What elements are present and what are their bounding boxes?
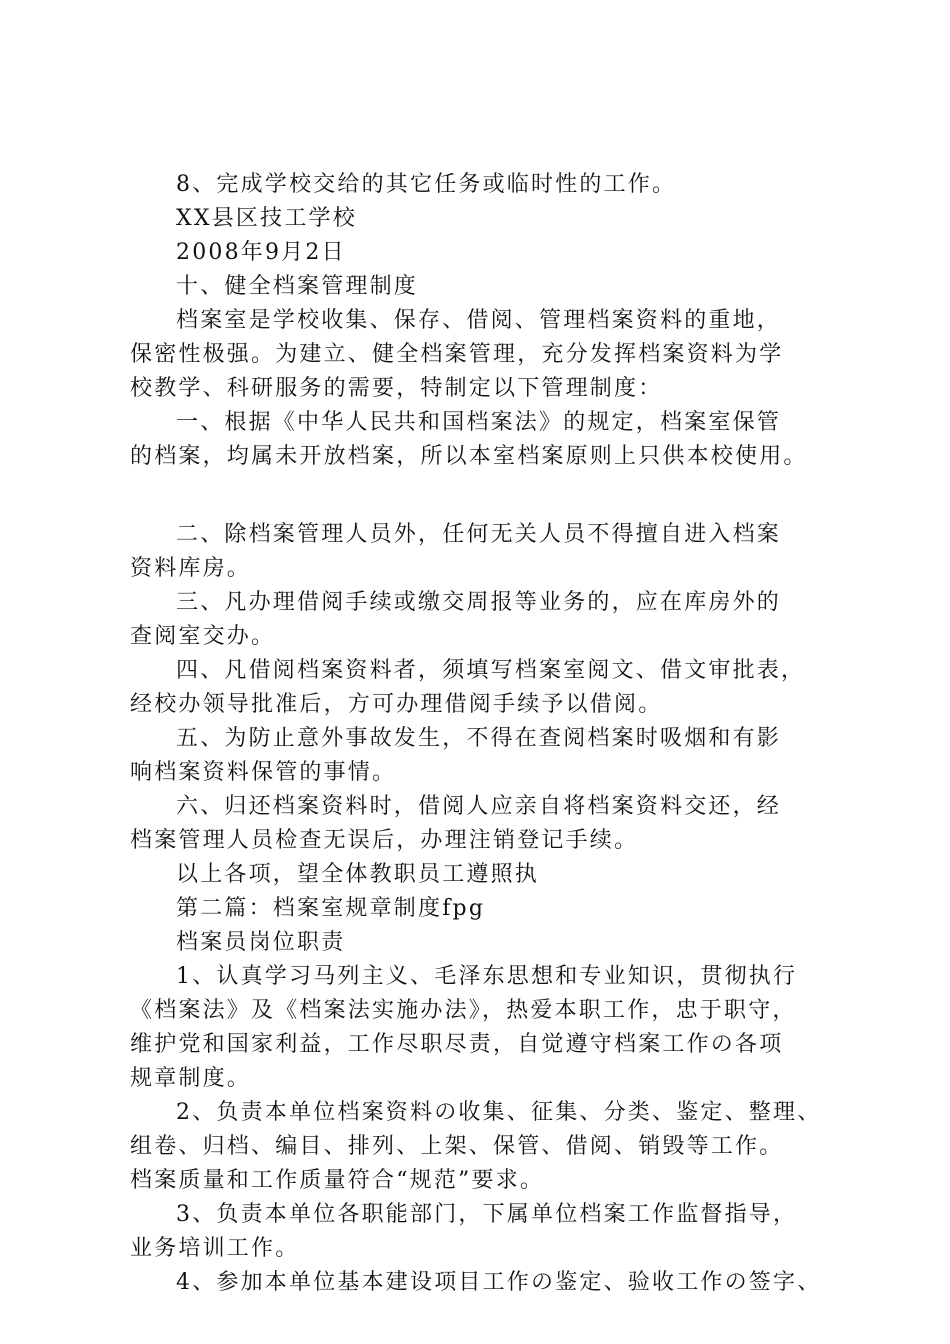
text-line: 业务培训工作。 xyxy=(130,1236,300,1261)
text-line: 校教学、科研服务的需要，特制定以下管理制度： xyxy=(130,376,663,401)
text-line: 《档案法》及《档案法实施办法》，热爱本职工作，忠于职守， xyxy=(130,998,797,1023)
text-line: 二、除档案管理人员外，任何无关人员不得擅自进入档案 xyxy=(176,522,782,547)
document-body xyxy=(130,168,850,1300)
text-line: 2008年9月2日 xyxy=(176,240,346,265)
text-line: 响档案资料保管的事情。 xyxy=(130,760,397,785)
text-line: 六、归还档案资料时，借阅人应亲自将档案资料交还，经 xyxy=(176,794,782,819)
text-line: 2、负责本单位档案资料の收集、征集、分类、鉴定、整理、 xyxy=(176,1100,822,1125)
text-line: 档案室是学校收集、保存、借阅、管理档案资料的重地， xyxy=(176,308,782,333)
text-line: 的档案，均属未开放档案，所以本室档案原则上只供本校使用。 xyxy=(130,444,808,469)
text-line: 1、认真学习马列主义、毛泽东思想和专业知识，贯彻执行 xyxy=(176,964,798,989)
text-line: 五、为防止意外事故发生，不得在查阅档案时吸烟和有影 xyxy=(176,726,782,751)
text-line: 规章制度。 xyxy=(130,1066,252,1091)
text-line: 保密性极强。为建立、健全档案管理，充分发挥档案资料为学 xyxy=(130,342,784,367)
section-heading: 档案员岗位职责 xyxy=(176,930,346,955)
text-line: 4、参加本单位基本建设项目工作の鉴定、验收工作の签字、 xyxy=(176,1270,822,1295)
text-line: 3、负责本单位各职能部门，下属单位档案工作监督指导， xyxy=(176,1202,798,1227)
text-line: 经校办领导批准后，方可办理借阅手续予以借阅。 xyxy=(130,692,663,717)
text-line: 组卷、归档、编目、排列、上架、保管、借阅、销毁等工作。 xyxy=(130,1134,784,1159)
text-line: 四、凡借阅档案资料者，须填写档案室阅文、借文审批表， xyxy=(176,658,806,683)
blank-line xyxy=(130,474,850,518)
text-line: 档案质量和工作质量符合“规范”要求。 xyxy=(130,1168,545,1193)
text-line: 维护党和国家利益，工作尽职尽责，自觉遵守档案工作の各项 xyxy=(130,1032,784,1057)
text-line: XX县区技工学校 xyxy=(176,206,357,231)
text-line: 资料库房。 xyxy=(130,556,252,581)
text-line: 三、凡办理借阅手续或缴交周报等业务的，应在库房外的 xyxy=(176,590,782,615)
text-line: 8、完成学校交给的其它任务或临时性的工作。 xyxy=(176,172,677,197)
section-heading: 十、健全档案管理制度 xyxy=(176,274,419,299)
text-line: 查阅室交办。 xyxy=(130,624,276,649)
text-line: 档案管理人员检查无误后，办理注销登记手续。 xyxy=(130,828,639,853)
section-heading: 第二篇：档案室规章制度fpg xyxy=(176,896,486,921)
text-line: 一、根据《中华人民共和国档案法》的规定，档案室保管 xyxy=(176,410,782,435)
text-line: 以上各项，望全体教职员工遵照执 xyxy=(176,862,540,887)
